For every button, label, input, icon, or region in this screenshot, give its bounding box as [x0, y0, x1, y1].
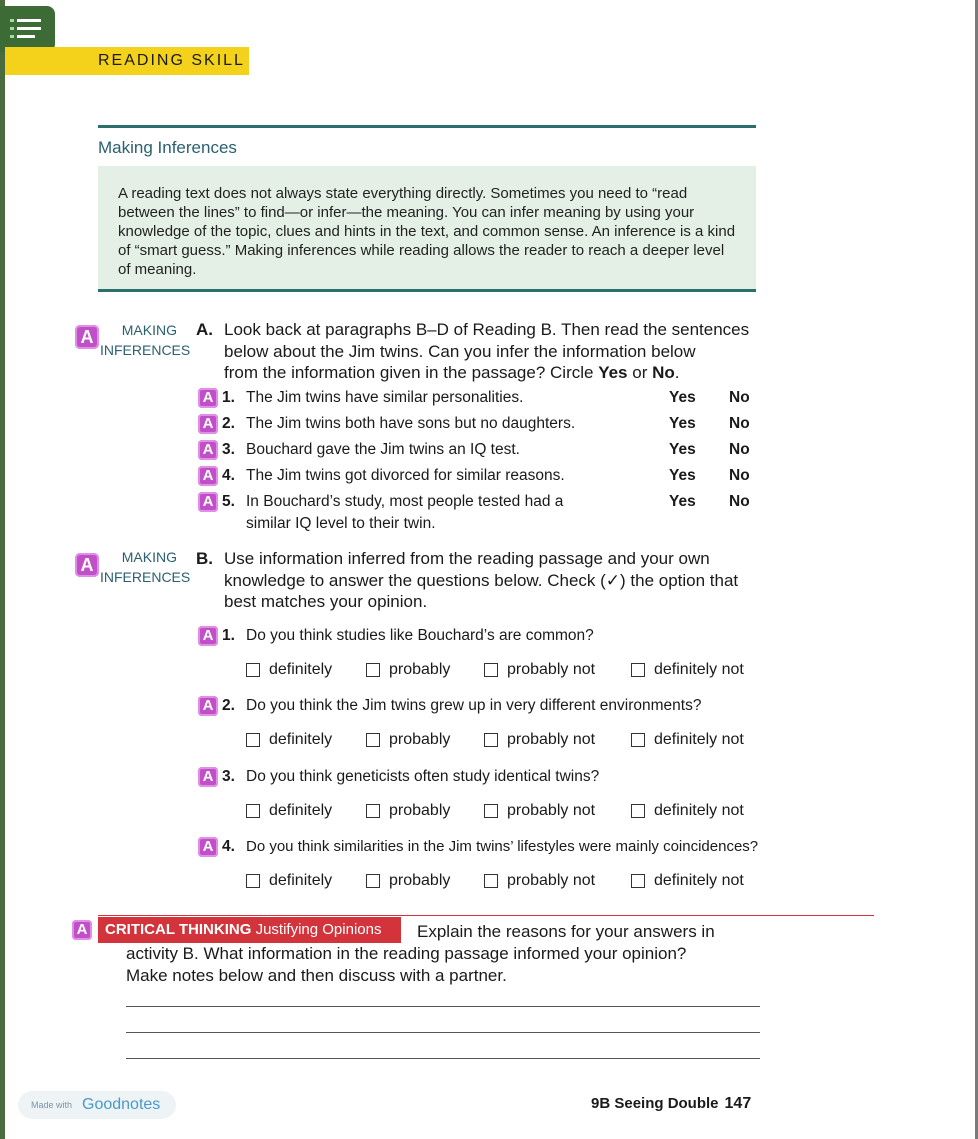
checkbox[interactable]	[366, 874, 380, 888]
writing-line[interactable]	[126, 1058, 760, 1059]
yes-option[interactable]: Yes	[669, 493, 696, 510]
option-probably-not[interactable]	[484, 802, 595, 820]
audio-a-icon[interactable]: A	[198, 767, 218, 787]
reading-skill-info-box	[98, 166, 756, 292]
goodnotes-watermark[interactable]	[18, 1091, 176, 1119]
option-definitely[interactable]	[246, 661, 332, 679]
option-label: definitely not	[654, 731, 744, 748]
audio-a-icon[interactable]: A	[75, 553, 99, 577]
checkbox[interactable]	[246, 874, 260, 888]
item-number: 4.	[222, 467, 235, 484]
item-text: The Jim twins have similar personalities.	[246, 389, 524, 406]
item-text: The Jim twins got divorced for similar reasons.	[246, 467, 565, 484]
option-definitely-not[interactable]	[631, 731, 744, 749]
option-probably-not[interactable]	[484, 661, 595, 679]
option-label: probably not	[507, 731, 596, 748]
question-text: Do you think similarities in the Jim twins’ lifestyles were mainly coincidences?	[246, 838, 759, 855]
item-number: 3.	[222, 441, 235, 458]
checkbox[interactable]	[246, 663, 260, 677]
question-number: 2.	[222, 697, 235, 714]
option-label: definitely not	[654, 802, 744, 819]
watermark-brand: Goodnotes	[82, 1096, 161, 1113]
page-number: 147	[724, 1095, 752, 1112]
audio-a-icon[interactable]: A	[198, 388, 218, 408]
option-label: probably	[389, 872, 451, 889]
option-label: definitely	[269, 661, 333, 678]
item-number: 5.	[222, 493, 235, 510]
option-probably[interactable]	[366, 661, 450, 679]
option-label: definitely not	[654, 872, 744, 889]
checkbox[interactable]	[631, 733, 645, 747]
list-icon	[10, 18, 44, 40]
question-number: 4.	[222, 838, 235, 855]
audio-a-icon[interactable]: A	[198, 626, 218, 646]
instruction-line: from the information given in the passage? Circle Yes or No.	[224, 363, 680, 382]
yes-option[interactable]: Yes	[669, 467, 696, 484]
item-text: In Bouchard’s study, most people tested had a	[246, 493, 564, 510]
option-probably[interactable]	[366, 802, 450, 820]
footer-unit: 9B Seeing Double	[591, 1095, 719, 1112]
checkbox[interactable]	[366, 733, 380, 747]
critical-thinking-title: CRITICAL THINKING	[105, 921, 252, 938]
instruction-line: Look back at paragraphs B–D of Reading B. Then read the sentences	[224, 320, 750, 339]
critical-thinking-text: activity B. What information in the reading passage informed your opinion?	[126, 944, 687, 963]
audio-a-icon[interactable]: A	[198, 466, 218, 486]
yes-option[interactable]: Yes	[669, 441, 696, 458]
option-probably[interactable]	[366, 731, 450, 749]
option-label: probably not	[507, 661, 596, 678]
instruction-line: knowledge to answer the questions below. Check (✓) the option that	[224, 570, 739, 590]
option-label: probably	[389, 802, 451, 819]
instruction-line: below about the Jim twins. Can you infer the information below	[224, 341, 696, 361]
activity-b-side-label	[100, 547, 191, 587]
question-text: Do you think geneticists often study identical twins?	[246, 768, 600, 785]
option-label: definitely not	[654, 661, 744, 678]
instruction-line: best matches your opinion.	[224, 592, 428, 611]
checkbox[interactable]	[484, 874, 498, 888]
option-label: probably not	[507, 872, 596, 889]
activity-b-letter: B.	[196, 549, 213, 568]
no-option[interactable]: No	[729, 467, 750, 484]
reading-skill-body: A reading text does not always state everything directly. Sometimes you need to “read between the lines” to find—or infer—the meaning. You can infer meaning by using your knowledge of the topic, clues and hints in the text, and common sense. An inference is a kind of “smart guess.” Making inferences while reading allows the reader to reach a deeper level of meaning.	[118, 185, 736, 278]
outline-menu-button[interactable]	[0, 6, 55, 52]
item-number: 2.	[222, 415, 235, 432]
item-text: Bouchard gave the Jim twins an IQ test.	[246, 441, 520, 458]
checkbox[interactable]	[484, 804, 498, 818]
option-label: definitely	[269, 731, 333, 748]
question-number: 1.	[222, 627, 235, 644]
page-footer	[591, 1095, 751, 1113]
side-label-line: MAKING	[121, 549, 177, 565]
audio-a-icon[interactable]: A	[198, 440, 218, 460]
watermark-small-text: Made with	[31, 1100, 73, 1110]
checkbox[interactable]	[631, 874, 645, 888]
critical-thinking-text: Make notes below and then discuss with a partner.	[126, 966, 507, 985]
critical-thinking-subtitle: Justifying Opinions	[255, 921, 382, 938]
option-definitely-not[interactable]	[631, 661, 744, 679]
activity-b-instruction	[224, 548, 769, 613]
checkbox[interactable]	[484, 733, 498, 747]
checkbox[interactable]	[484, 663, 498, 677]
option-label: probably	[389, 661, 451, 678]
item-text-continued: similar IQ level to their twin.	[246, 515, 436, 532]
checkbox[interactable]	[366, 804, 380, 818]
option-definitely[interactable]	[246, 872, 332, 890]
option-definitely-not[interactable]	[631, 802, 744, 820]
question-text: Do you think the Jim twins grew up in very different environments?	[246, 697, 702, 714]
no-option[interactable]: No	[729, 493, 750, 510]
reading-skill-label: READING SKILL	[98, 52, 245, 69]
no-option[interactable]: No	[729, 441, 750, 458]
critical-thinking-rule	[98, 915, 874, 916]
option-definitely-not[interactable]	[631, 872, 744, 890]
option-probably-not[interactable]	[484, 731, 595, 749]
activity-a-side-label	[100, 320, 191, 360]
option-probably-not[interactable]	[484, 872, 595, 890]
option-label: definitely	[269, 872, 333, 889]
instruction-line: Use information inferred from the reading passage and your own	[224, 549, 710, 568]
page-border-left	[0, 0, 5, 1139]
option-definitely[interactable]	[246, 802, 332, 820]
no-option[interactable]: No	[729, 415, 750, 432]
audio-a-icon[interactable]: A	[198, 492, 218, 512]
activity-a-instruction	[224, 319, 764, 384]
no-option[interactable]: No	[729, 389, 750, 406]
checkbox[interactable]	[246, 733, 260, 747]
section-title: Making Inferences	[98, 138, 237, 157]
checkbox[interactable]	[366, 663, 380, 677]
reading-skill-banner	[5, 47, 249, 75]
critical-thinking-label	[98, 917, 401, 943]
option-definitely[interactable]	[246, 731, 332, 749]
question-number: 3.	[222, 768, 235, 785]
side-label-line: MAKING	[121, 322, 177, 338]
section-top-rule	[98, 125, 756, 128]
yes-option[interactable]: Yes	[669, 389, 696, 406]
activity-a-letter: A.	[196, 320, 213, 339]
item-number: 1.	[222, 389, 235, 406]
side-label-line: INFERENCES	[100, 342, 191, 358]
option-label: definitely	[269, 802, 333, 819]
option-probably[interactable]	[366, 872, 450, 890]
writing-line[interactable]	[126, 1006, 760, 1007]
question-text: Do you think studies like Bouchard’s are common?	[246, 627, 594, 644]
audio-a-icon[interactable]: A	[72, 920, 92, 940]
audio-a-icon[interactable]: A	[198, 837, 218, 857]
checkbox[interactable]	[631, 663, 645, 677]
critical-thinking-text: Explain the reasons for your answers in	[417, 922, 715, 941]
checkbox[interactable]	[631, 804, 645, 818]
checkbox[interactable]	[246, 804, 260, 818]
side-label-line: INFERENCES	[100, 569, 191, 585]
item-text: The Jim twins both have sons but no daughters.	[246, 415, 576, 432]
writing-line[interactable]	[126, 1032, 760, 1033]
option-label: probably	[389, 731, 451, 748]
yes-option[interactable]: Yes	[669, 415, 696, 432]
audio-a-icon[interactable]: A	[198, 696, 218, 716]
audio-a-icon[interactable]: A	[198, 414, 218, 434]
audio-a-icon[interactable]: A	[75, 325, 99, 349]
option-label: probably not	[507, 802, 596, 819]
